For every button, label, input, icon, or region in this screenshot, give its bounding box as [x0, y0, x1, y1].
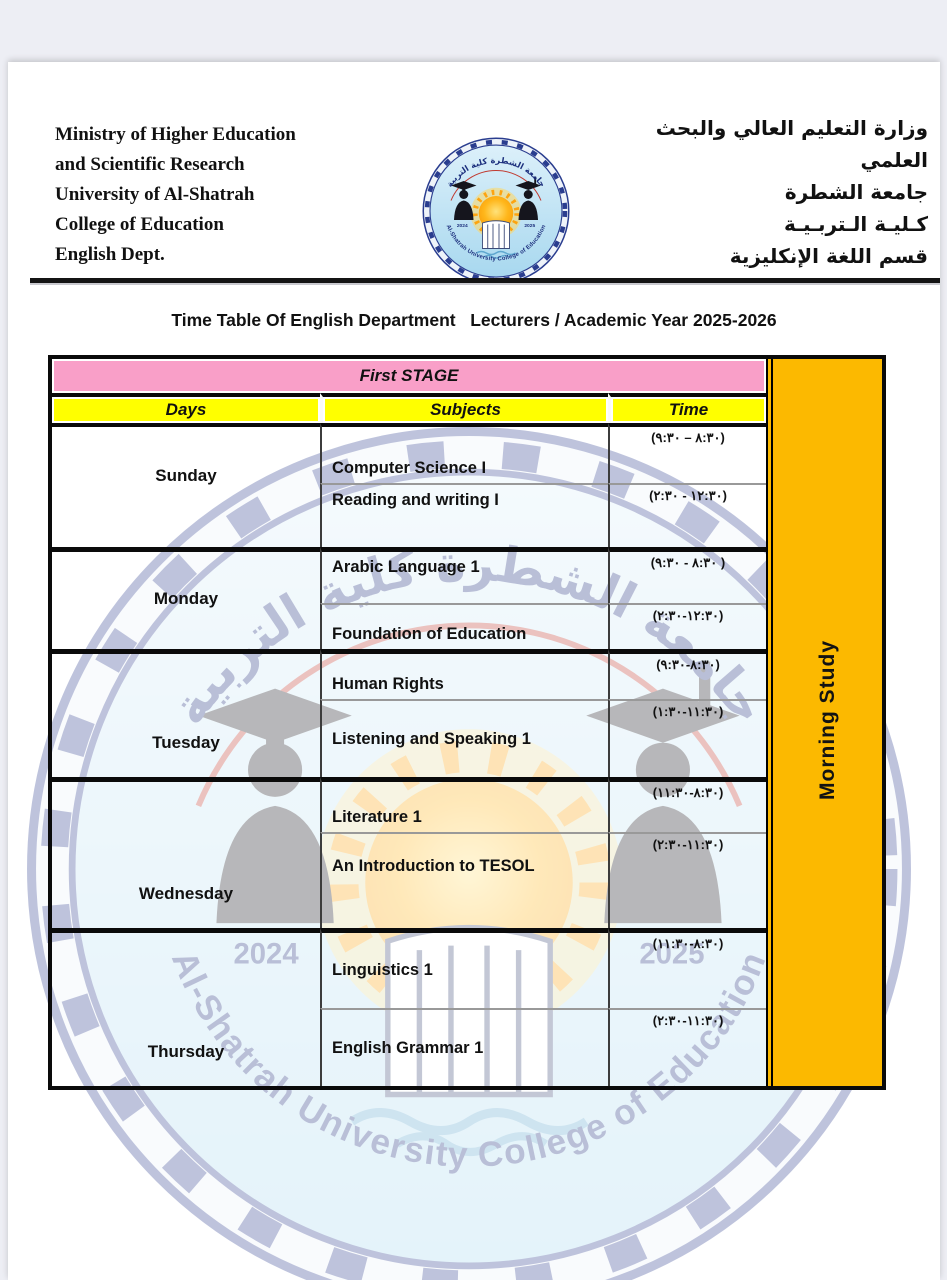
- header-divider: [30, 278, 940, 285]
- column-header-row: [52, 393, 882, 423]
- table-row: [52, 547, 882, 603]
- column-header-days: Days: [52, 393, 320, 423]
- timetable: [48, 355, 886, 1090]
- table-row: [52, 777, 882, 832]
- subject-cell: Listening and Speaking 1: [320, 699, 608, 777]
- column-header-subjects: Subjects: [320, 393, 608, 423]
- day-cell: Monday: [52, 547, 320, 649]
- stage-row: [52, 359, 882, 393]
- subject-cell: Reading and writing I: [320, 483, 608, 547]
- subject-cell: English Grammar 1: [320, 1008, 608, 1086]
- time-cell: (١١:٣٠-٢:٣٠): [608, 1008, 766, 1086]
- subject-cell: An Introduction to TESOL: [320, 832, 608, 928]
- document-page: [8, 62, 940, 1280]
- time-cell: (٨:٣٠-٩:٣٠): [608, 649, 766, 699]
- time-cell: (١١:٣٠-١:٣٠): [608, 699, 766, 777]
- header-line: University of Al-Shatrah: [55, 184, 255, 205]
- header-line-arabic: قسم اللغة الإنكليزية: [729, 244, 928, 268]
- header-line-arabic: جامعة الشطرة: [784, 180, 928, 204]
- table-row: [52, 928, 882, 1008]
- header-line-arabic: وزارة التعليم العالي والبحث العلمي: [655, 116, 928, 172]
- subject-cell: Computer Science I: [320, 423, 608, 483]
- stage-header: First STAGE: [52, 359, 766, 393]
- time-cell: (١٢:٣٠ - ٢:٣٠): [608, 483, 766, 547]
- study-shift-label: Morning Study: [815, 640, 839, 800]
- time-cell: (١١:٣٠-٢:٣٠): [608, 832, 766, 928]
- day-cell: Sunday: [52, 423, 320, 547]
- table-row: [52, 423, 882, 483]
- page-title: Time Table Of English Department Lecturers / Academic Year 2025-2026: [171, 310, 777, 330]
- time-cell: (٨:٣٠ - ٩:٣٠ ): [608, 547, 766, 603]
- time-cell: (١٢:٣٠-٢:٣٠): [608, 603, 766, 649]
- ministry-header-arabic: [588, 112, 928, 272]
- header-line-arabic: كـليـة الـتربـيـة: [783, 212, 928, 236]
- subject-cell: Arabic Language 1: [320, 547, 608, 603]
- time-cell: (٨:٣٠-١١:٣٠): [608, 928, 766, 1008]
- subject-cell: Foundation of Education: [320, 603, 608, 649]
- ministry-header-english: [55, 120, 385, 270]
- study-shift-cell: [766, 359, 882, 1086]
- time-cell: (٨:٣٠ – ٩:٣٠): [608, 423, 766, 483]
- university-logo: [420, 136, 572, 286]
- header-line: and Scientific Research: [55, 154, 245, 175]
- day-cell: Thursday: [52, 928, 320, 1086]
- header-line: Ministry of Higher Education: [55, 124, 296, 145]
- header-line: English Dept.: [55, 244, 165, 265]
- time-cell: (٨:٣٠-١١:٣٠): [608, 777, 766, 832]
- day-cell: Tuesday: [52, 649, 320, 777]
- subject-cell: Linguistics 1: [320, 928, 608, 1008]
- table-row: [52, 649, 882, 699]
- subject-cell: Human Rights: [320, 649, 608, 699]
- day-cell: Wednesday: [52, 777, 320, 928]
- subject-cell: Literature 1: [320, 777, 608, 832]
- column-header-time: Time: [608, 393, 766, 423]
- header-line: College of Education: [55, 214, 224, 235]
